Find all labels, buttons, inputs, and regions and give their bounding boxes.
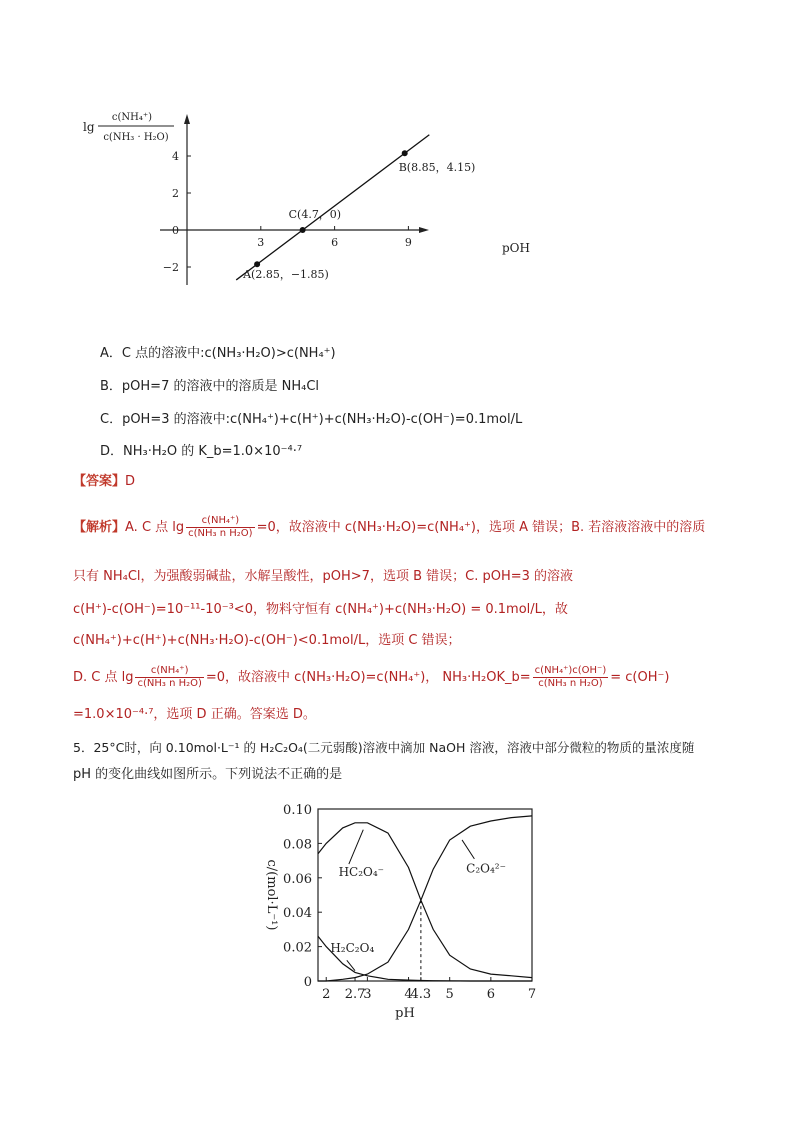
analysis-label: 【解析】 bbox=[73, 520, 126, 535]
x-tick-label: 5 bbox=[445, 987, 454, 1002]
y-tick-label: 0 bbox=[303, 975, 312, 990]
y-tick-label: 0.04 bbox=[283, 906, 312, 922]
data-point bbox=[300, 227, 306, 233]
analysis-l5-post: = c(OH⁻) bbox=[610, 670, 670, 685]
y-axis-label-num: c(NH₄⁺) bbox=[111, 112, 153, 123]
y-tick-label: 0.02 bbox=[283, 940, 312, 956]
y-tick-label: 2 bbox=[172, 187, 179, 200]
y-axis-label: c/(mol·L⁻¹) bbox=[264, 859, 279, 931]
point-label: C(4.7，0) bbox=[288, 208, 342, 221]
y-tick-label: 0.06 bbox=[283, 871, 312, 887]
analysis-line-2: 只有 NH₄Cl，为强酸弱碱盐，水解呈酸性，pOH>7，选项 B 错误；C. pOH=3 的溶液 bbox=[73, 569, 574, 584]
y-tick-label: 4 bbox=[172, 150, 179, 163]
x-tick-label: 9 bbox=[404, 236, 412, 249]
figure-concentration-vs-ph bbox=[250, 795, 550, 1030]
x-tick-label: 7 bbox=[527, 987, 537, 1002]
figure-lg-ratio-vs-poh bbox=[80, 100, 560, 290]
analysis-l5-fraction bbox=[135, 665, 203, 690]
question-5-line-1: 5．25°C时，向 0.10mol·L⁻¹ 的 H₂C₂O₄(二元弱酸)溶液中滴加 NaOH 溶液，溶液中部分微粒的物质的量浓度随 bbox=[73, 740, 695, 755]
data-point bbox=[402, 150, 408, 156]
analysis-l5-pre: D. C 点 lg bbox=[73, 670, 134, 685]
analysis-l1-post: =0，故溶液中 c(NH₃·H₂O)=c(NH₄⁺)，选项 A 错误；B. 若溶液溶液中的溶质 bbox=[256, 520, 706, 535]
data-point bbox=[254, 261, 260, 267]
x-tick-label: 6 bbox=[486, 987, 495, 1002]
analysis-l1-num: c(NH₄⁺) bbox=[186, 515, 254, 528]
h2c2o4-label: H₂C₂O₄ bbox=[330, 940, 375, 955]
x-axis-arrow bbox=[419, 227, 429, 233]
y-tick-label: 0.08 bbox=[283, 837, 312, 853]
analysis-l1-pre: A. C 点 lg bbox=[125, 520, 185, 535]
analysis-line-5 bbox=[73, 665, 669, 690]
hc2o4-label-leader bbox=[349, 830, 363, 864]
analysis-l5-num-2: c(NH₄⁺)c(OH⁻) bbox=[534, 665, 607, 676]
x-tick-label: 2.7 bbox=[344, 987, 366, 1002]
option-b: B．pOH=7 的溶液中的溶质是 NH₄Cl bbox=[100, 379, 320, 394]
x-tick-label: 4.3 bbox=[410, 987, 432, 1002]
analysis-line-4: c(NH₄⁺)+c(H⁺)+c(NH₃·H₂O)-c(OH⁻)<0.1mol/L，选项 C 错误； bbox=[73, 633, 461, 648]
x-tick-label: 2 bbox=[322, 987, 331, 1002]
question-5-line-2: pH 的变化曲线如图所示。下列说法不正确的是 bbox=[73, 767, 343, 782]
c2o4-curve bbox=[318, 816, 532, 981]
analysis-line-3: c(H⁺)-c(OH⁻)=10⁻¹¹-10⁻³<0，物料守恒有 c(NH₄⁺)+c(NH₃·H₂O) = 0.1mol/L，故 bbox=[73, 602, 568, 617]
plot-frame bbox=[318, 809, 532, 981]
c2o4-label-leader bbox=[462, 840, 474, 859]
analysis-l5-fraction-2 bbox=[533, 665, 609, 690]
y-tick-label: −2 bbox=[162, 261, 179, 274]
analysis-l5-den-2: c(NH₃ n H₂O) bbox=[538, 678, 603, 689]
c2o4-label: C₂O₄²⁻ bbox=[466, 861, 506, 876]
y-axis-arrow bbox=[184, 114, 190, 124]
x-tick-label: 6 bbox=[331, 236, 339, 249]
analysis-line-1 bbox=[73, 515, 705, 540]
analysis-l5-den: c(NH₃ n H₂O) bbox=[137, 678, 202, 689]
x-tick-label: 3 bbox=[363, 987, 372, 1002]
y-tick-label: 0 bbox=[172, 224, 179, 237]
option-c: C．pOH=3 的溶液中:c(NH₄⁺)+c(H⁺)+c(NH₃·H₂O)-c(OH⁻)=0.1mol/L bbox=[100, 412, 523, 427]
x-tick-label: 3 bbox=[257, 236, 265, 249]
x-axis-label: pH bbox=[395, 1006, 415, 1021]
analysis-l1-fraction bbox=[186, 515, 254, 540]
hc2o4-label: HC₂O₄⁻ bbox=[338, 865, 385, 880]
point-label: B(8.85，4.15) bbox=[398, 161, 476, 175]
x-axis-label: pOH bbox=[502, 241, 530, 255]
x-tick-label: 4 bbox=[404, 987, 413, 1002]
point-label: A(2.85，−1.85) bbox=[243, 268, 329, 282]
y-tick-label: 0.10 bbox=[283, 803, 312, 818]
analysis-l5-mid: =0，故溶液中 c(NH₃·H₂O)=c(NH₄⁺)， NH₃·H₂OK_b= bbox=[205, 670, 531, 685]
analysis-line-6: =1.0×10⁻⁴·⁷，选项 D 正确。答案选 D。 bbox=[73, 707, 316, 722]
analysis-l1-den: c(NH₃ n H₂O) bbox=[188, 528, 253, 539]
answer-line bbox=[73, 473, 135, 491]
y-axis-label-den: c(NH₃ · H₂O) bbox=[103, 132, 169, 143]
option-a: A．C 点的溶液中:c(NH₃·H₂O)>c(NH₄⁺) bbox=[100, 346, 336, 361]
answer-value: D bbox=[125, 474, 136, 489]
answer-label: 【答案】 bbox=[73, 474, 126, 489]
analysis-l5-num: c(NH₄⁺) bbox=[135, 665, 203, 678]
option-d: D．NH₃·H₂O 的 K_b=1.0×10⁻⁴·⁷ bbox=[100, 444, 303, 459]
y-axis-label-prefix: lg bbox=[83, 120, 95, 134]
